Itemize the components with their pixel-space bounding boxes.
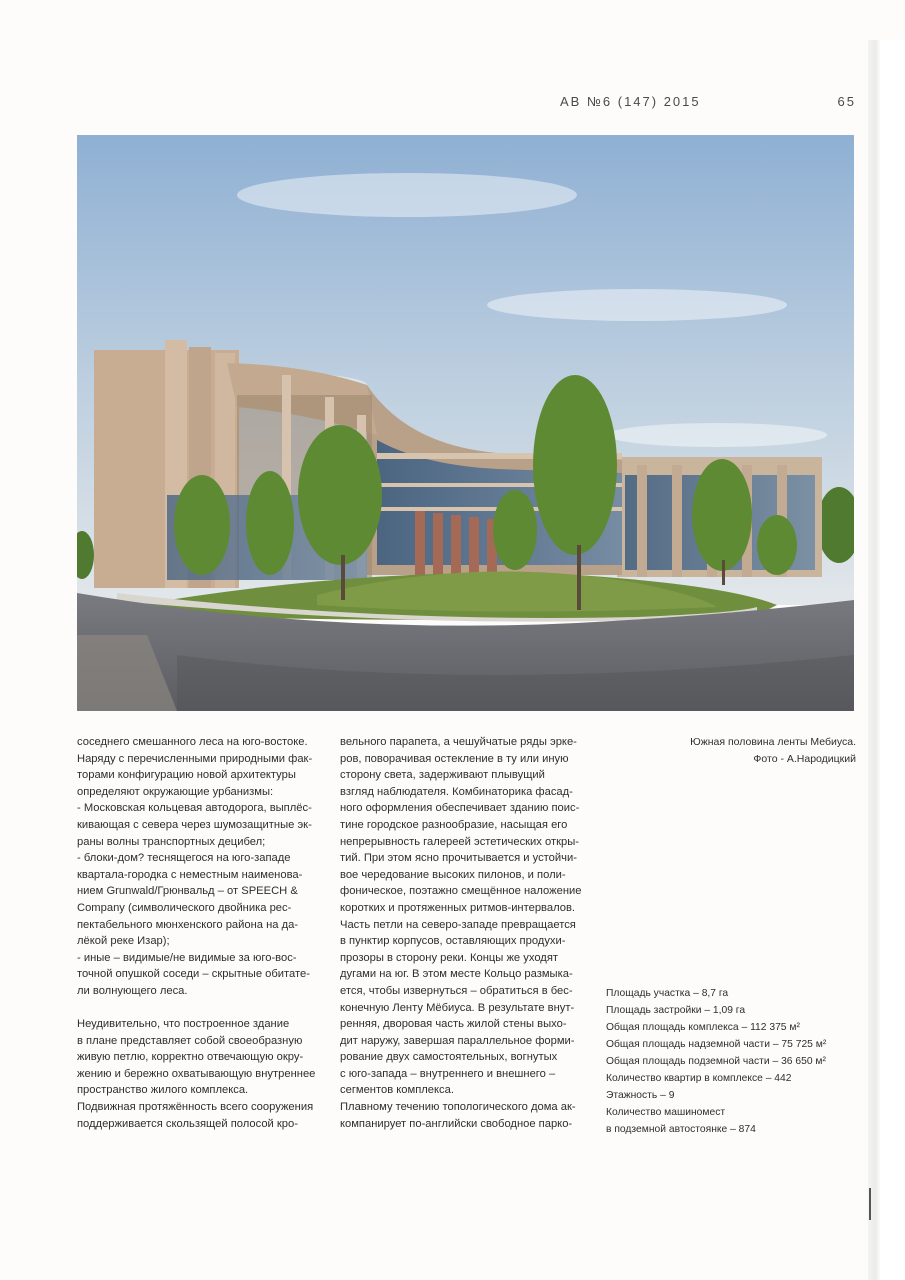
caption-title: Южная половина ленты Мебиуса.: [690, 736, 856, 748]
text-line: нием Grunwald/Грюнвальд – от SPEECH &: [77, 885, 298, 898]
text-line: ров, поворачивая остекление в ту или иную: [340, 752, 569, 765]
spec-item: Количество квартир в комплексе – 442: [606, 1073, 792, 1084]
text-line: конечную Ленту Мёбиуса. В результате внут-: [340, 1001, 575, 1014]
text-line: - иные – видимые/не видимые за юго-вос-: [77, 951, 297, 964]
text-line: компанирует по-английски свободное парко-: [340, 1117, 573, 1130]
text-line: ется, чтобы извернуться – обратиться в бес-: [340, 984, 573, 997]
spec-item: Общая площадь подземной части – 36 650 м²: [606, 1056, 826, 1067]
spec-item: Количество машиномест: [606, 1107, 726, 1118]
text-line: дугами на юг. В этом месте Кольцо размыка-: [340, 968, 573, 981]
text-line: поддерживается скользящей полосой кро-: [77, 1117, 298, 1130]
text-line: Подвижная протяжённость всего сооружения: [77, 1101, 314, 1114]
text-line: Плавному течению топологического дома ак-: [340, 1101, 576, 1114]
text-line: Company (символического двойника рес-: [77, 901, 292, 914]
spec-item: в подземной автостоянке – 874: [606, 1124, 756, 1135]
spec-item: Площадь участка – 8,7 га: [606, 988, 729, 999]
project-specs: [606, 985, 858, 1138]
text-line: Неудивительно, что построенное здание: [77, 1018, 290, 1031]
spec-item: Общая площадь надземной части – 75 725 м²: [606, 1039, 827, 1050]
text-line: торами конфигурацию новой архитектуры: [77, 769, 296, 782]
journal-issue: АВ №6 (147) 2015: [560, 94, 701, 109]
text-line: прозоры в сторону реки. Концы же уходят: [340, 951, 559, 964]
text-line: Часть петли на северо-западе превращается: [340, 918, 576, 931]
text-line: в плане представляет собой своеобразную: [77, 1034, 303, 1047]
spec-item: Этажность – 9: [606, 1090, 675, 1101]
text-column-1: [77, 734, 323, 1132]
text-line: ренняя, дворовая часть жилой стены выхо-: [340, 1018, 567, 1031]
text-line: квартала-городка с неместным наименова-: [77, 868, 303, 881]
text-line: рование двух самостоятельных, вогнутых: [340, 1051, 558, 1064]
text-line: непрерывность галереей эстетических откры-: [340, 835, 579, 848]
text-line: определяют окружающие урбанизмы:: [77, 785, 274, 798]
text-line: лёкой реке Изар);: [77, 935, 170, 948]
text-line: тий. При этом ясно прочитывается и устойчи-: [340, 852, 577, 865]
building-photo: [77, 135, 854, 711]
text-line: Наряду с перечисленными природными фак-: [77, 752, 313, 765]
page-edge: [868, 40, 905, 1280]
running-header: [560, 94, 856, 109]
text-line: фоническое, поэтажно смещённое наложение: [340, 885, 582, 898]
text-line: точной опушкой соседи – скрытные обитате-: [77, 968, 310, 981]
text-line: кивающая с севера через шумозащитные эк-: [77, 818, 312, 831]
text-line: тине городское разнообразие, насыщая его: [340, 818, 568, 831]
caption-credit: Фото - А.Народицкий: [753, 752, 856, 765]
text-column-2: [340, 734, 588, 1132]
paragraph-gap: [77, 1000, 323, 1017]
text-line: пространство жилого комплекса.: [77, 1084, 249, 1097]
text-line: с юго-запада – внутреннего и внешнего –: [340, 1067, 556, 1080]
text-line: ли волнующего леса.: [77, 984, 188, 997]
text-line: взгляд наблюдателя. Комбинаторика фасад-: [340, 785, 573, 798]
text-line: живую петлю, корректно отвечающую окру-: [77, 1051, 304, 1064]
text-line: сегментов комплекса.: [340, 1084, 454, 1097]
text-line: - Московская кольцевая автодорога, выплёс-: [77, 802, 312, 815]
spec-item: Площадь застройки – 1,09 га: [606, 1005, 746, 1016]
text-line: - блоки-дом? теснящегося на юго-западе: [77, 852, 291, 865]
text-line: раны волны транспортных децибел;: [77, 835, 266, 848]
spec-item: Общая площадь комплекса – 112 375 м²: [606, 1022, 800, 1033]
text-line: сторону света, задерживают плывущий: [340, 769, 545, 782]
text-line: ного оформления обеспечивает зданию поис-: [340, 802, 580, 815]
text-line: соседнего смешанного леса на юго-востоке.: [77, 736, 308, 748]
text-line: жению и бережно охватывающую внутреннее: [77, 1067, 316, 1080]
page-edge-mark: [869, 1188, 871, 1220]
text-line: коротких и протяженных ритмов-интервалов.: [340, 901, 576, 914]
page-number: 65: [837, 94, 856, 109]
text-line: в пунктир корпусов, оставляющих продухи-: [340, 935, 566, 948]
photo-caption: [600, 734, 856, 767]
text-line: вельного парапета, а чешуйчатые ряды эрке-: [340, 736, 577, 748]
text-line: дит наружу, завершая параллельное форми-: [340, 1034, 575, 1047]
text-line: пектабельного мюнхенского района на да-: [77, 918, 299, 931]
text-line: вое чередование высоких пилонов, и поли-: [340, 868, 566, 881]
